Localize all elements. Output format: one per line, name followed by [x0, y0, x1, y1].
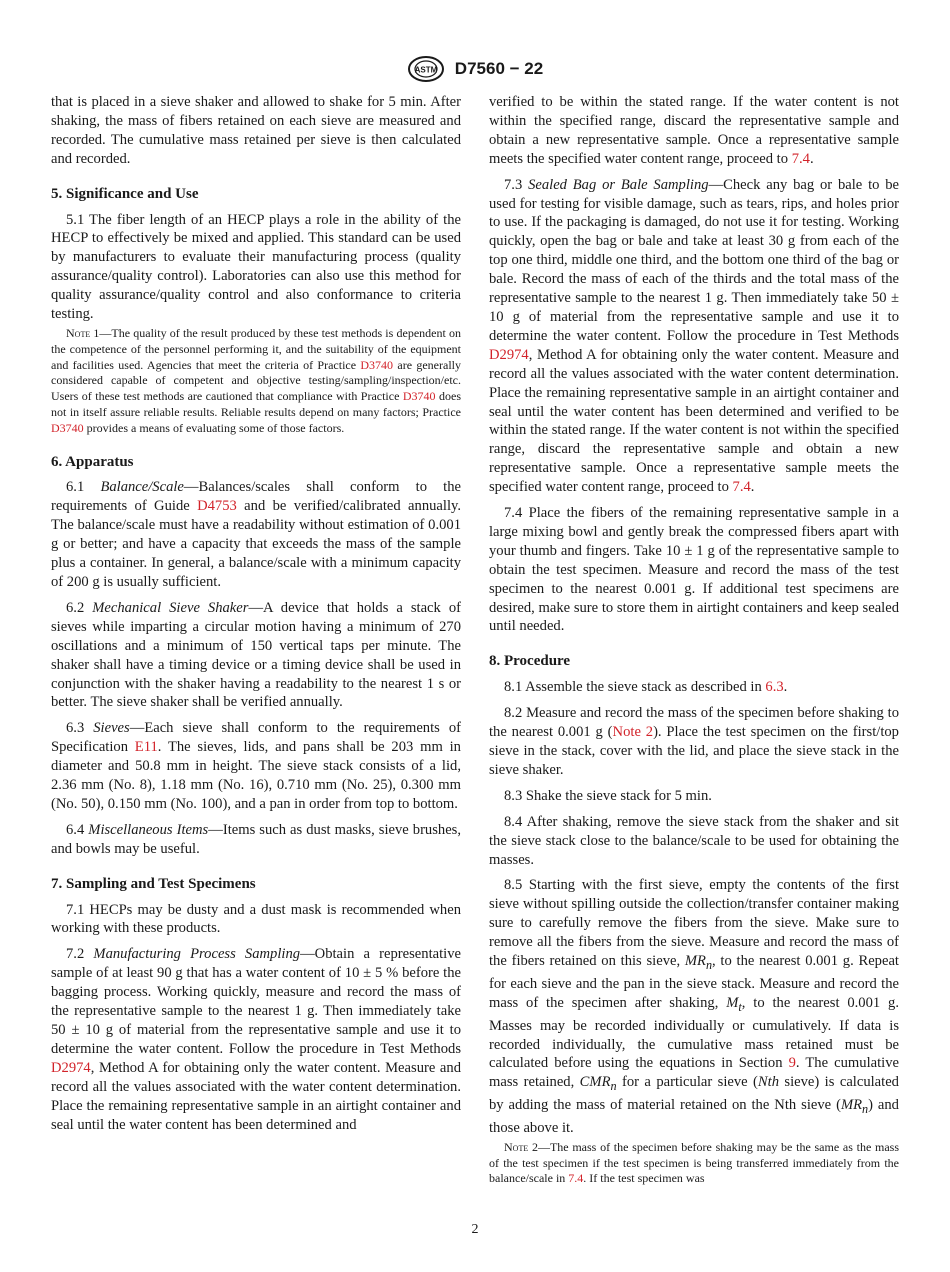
paragraph-7-1: 7.1 HECPs may be dusty and a dust mask is recommended when working with these products. [51, 901, 461, 937]
paragraph-7-2: 7.2 Manufacturing Process Sampling—Obtain a representative sample of at least 90 g that has a water content of 10 ± 5 % before the bagging process. Working quickly, measure and record the mass of the representative sample to the nearest 1 g. Then immediately take 50 ± 10 g of material from the representative sample and use it to determine the water content. Follow the procedure in Test Methods D2974, Method A for obtaining only the water content. Measure and record all the values associated with the water content determination. Place the remaining representative sample in an airtight container and seal until the water content has been determined and [51, 946, 461, 1133]
paragraph-8-5: 8.5 Starting with the first sieve, empty the contents of the first sieve without spilling outside the collection/transfer container making sure to carefully remove the fibers from the sieve. Make sure to remove all the fibers from the sieve. Measure and record the mass of the fibers retained on this sieve, $MR_n$, to the nearest 0.001 g. Repeat for each sieve and the pan in the sieve stack. Measure and record the mass of the specimen after shaking, $M_t$, to the nearest 0.001 g. Masses may be recorded individually or cumulatively. If data is recorded individually, the cumulative mass retained must be calculated before using the equations in Section 9. The cumulative mass retained, $CMR_n$ for a particular sieve (Nth sieve) is calculated by adding the mass of material retained on the Nth sieve $(MR_n)$ and those above it. [489, 877, 900, 1136]
section-8-heading: 8. Procedure [489, 653, 571, 670]
reference-link-section-9[interactable]: 9 [788, 1055, 796, 1072]
reference-link-7-4[interactable]: 7.4 [568, 1171, 584, 1186]
section-5-heading: 5. Significance and Use [51, 185, 199, 202]
reference-link-d2974[interactable]: D2974 [51, 1059, 91, 1076]
paragraph-6-2: 6.2 Mechanical Sieve Shaker—A device that holds a stack of sieves while imparting a circular motion having a minimum of 270 oscillations and a minimum of 150 vertical taps per minute. The shaker shall have a timing device or a timing device shall be used in conjunction with the shaker having a readability to the nearest 1 s or better. The sieve shaker shall be verified annually. [51, 599, 461, 711]
reference-link-6-3[interactable]: 6.3 [765, 679, 784, 696]
reference-link-d3740[interactable]: D3740 [51, 420, 84, 435]
paragraph-continued: verified to be within the stated range. If the water content is not within the specified range, discard the representative sample and obtain a new representative sample. Once a representative sample meets the specified water content range, proceed to 7.4. [489, 94, 899, 167]
reference-link-e11[interactable]: E11 [134, 739, 158, 756]
page-number: 2 [471, 1222, 479, 1237]
reference-link-7-4[interactable]: 7.4 [791, 150, 810, 167]
paragraph-continued: that is placed in a sieve shaker and allowed to shake for 5 min. After shaking, the mass of fibers retained on each sieve are measured and recorded. The cumulative mass retained per sieve is then calculated and recorded. [51, 94, 461, 167]
reference-link-d3740[interactable]: D3740 [402, 389, 436, 404]
paragraph-6-3: 6.3 Sieves—Each sieve shall conform to the requirements of Specification E11. The sieves, lids, and pans shall be 203 mm in diameter and 50.8 mm in height. The sieve stack consists of a lid, 2.36 mm (No. 8), 1.18 mm (No. 16), 0.710 mm (No. 25), 0.300 mm (No. 50), 0.150 mm (No. 100), and a pan in order from top to bottom. [51, 720, 461, 812]
paragraph-7-3: 7.3 Sealed Bag or Bale Sampling—Check any bag or bale to be used for testing for visible damage, such as tears, rips, and holes prior to use. If the packaging is damaged, do not use it for testing. Working quickly, open the bag or bale and take at least 30 g from each of the top one third, middle one third, and the bottom one third of the bag or bale. Record the mass of each of the thirds and the total mass of the representative sample to the nearest 1 g. Then immediately take 50 ± 10 g of material from the representative sample and use it to determine the water content. Follow the procedure in Test Methods D2974, Method A for obtaining only the water content. Measure and record all the values associated with the water content determination. Place the remaining representative sample in an airtight container and seal until the water content has been determined and verified to be within the stated range. If the water content is not within the specified range, discard the representative sample and obtain a new representative sample. Once a representative sample meets the specified water content range, proceed to 7.4. [489, 176, 900, 496]
note-2: Note 2—The mass of the specimen before shaking may be the same as the mass of the test specimen if the test specimen is being transferred immediately from the balance/scale in 7.4. If the test specimen was [489, 1139, 900, 1186]
paragraph-8-2: 8.2 Measure and record the mass of the specimen before shaking to the nearest 0.001 g (Note 2). Place the test specimen on the first/top sieve in the stack, cover with the lid, and place the sieve stack in the sieve shaker. [489, 705, 899, 778]
note-1: Note 1—The quality of the result produced by these test methods is dependent on the competence of the personnel performing it, and the suitability of the equipment and facilities used. Agencies that meet the criteria of Practice D3740 are generally considered capable of competent and objective testing/sampling/inspection/etc. Users of these test methods are cautioned that compliance with Practice D3740 does not in itself assure reliable results. Reliable results depend on many factors; Practice D3740 provides a means of evaluating some of those factors. [51, 325, 462, 435]
reference-link-d2974[interactable]: D2974 [489, 346, 529, 363]
astm-logo-icon [407, 56, 445, 82]
paragraph-6-4: 6.4 Miscellaneous Items—Items such as dust masks, sieve brushes, and bowls may be useful. [51, 821, 462, 857]
note-label: Note 2 [504, 1139, 538, 1154]
right-column [489, 93, 899, 1187]
paragraph-6-1: 6.1 Balance/Scale—Balances/scales shall conform to the requirements of Guide D4753 and be verified/calibrated annually. The balance/scale must have a readability without estimation of 0.001 g or better; and have a capacity that exceeds the mass of the sample plus a container. In general, a balance/scale with a minimum capacity of 200 g is usually sufficient. [51, 479, 462, 590]
paragraph-8-3: 8.3 Shake the sieve stack for 5 min. [504, 787, 712, 804]
paragraph-8-4: 8.4 After shaking, remove the sieve stack from the shaker and sit the sieve stack close to the balance/scale to be used for obtaining the masses. [489, 813, 899, 868]
note-label: Note 1 [66, 325, 100, 340]
paragraph-7-4: 7.4 Place the fibers of the remaining representative sample in a large mixing bowl and gently break the compressed fibers apart with your thumb and fingers. Take 10 ± 1 g of the representative sample to obtain the test specimen. Measure and record the mass of the test specimen to the nearest 0.001 g. If additional test specimens are desired, make sure to store them in airtight containers and keep sealed until needed. [489, 505, 899, 635]
svg-text:ASTM: ASTM [414, 65, 438, 75]
paragraph-5-1: 5.1 The fiber length of an HECP plays a role in the ability of the HECP to effectively be mixed and applied. This standard can be used by manufacturers to evaluate their manufacturing process (quality assurance/quality control). Laboratories can also use this method for quality assurance/quality control and also conformance to criteria testing. [51, 211, 461, 323]
reference-link-d3740[interactable]: D3740 [360, 357, 394, 372]
page-header [0, 56, 950, 84]
section-7-heading: 7. Sampling and Test Specimens [51, 875, 256, 892]
left-column [51, 93, 461, 1134]
reference-link-7-4[interactable]: 7.4 [732, 479, 751, 496]
reference-link-d4753[interactable]: D4753 [197, 498, 237, 515]
reference-link-note-2[interactable]: Note 2 [612, 724, 654, 741]
document-designation: D7560 − 22 [454, 59, 544, 78]
paragraph-8-1: 8.1 Assemble the sieve stack as described in 6.3. [504, 679, 788, 696]
section-6-heading: 6. Apparatus [51, 453, 134, 470]
